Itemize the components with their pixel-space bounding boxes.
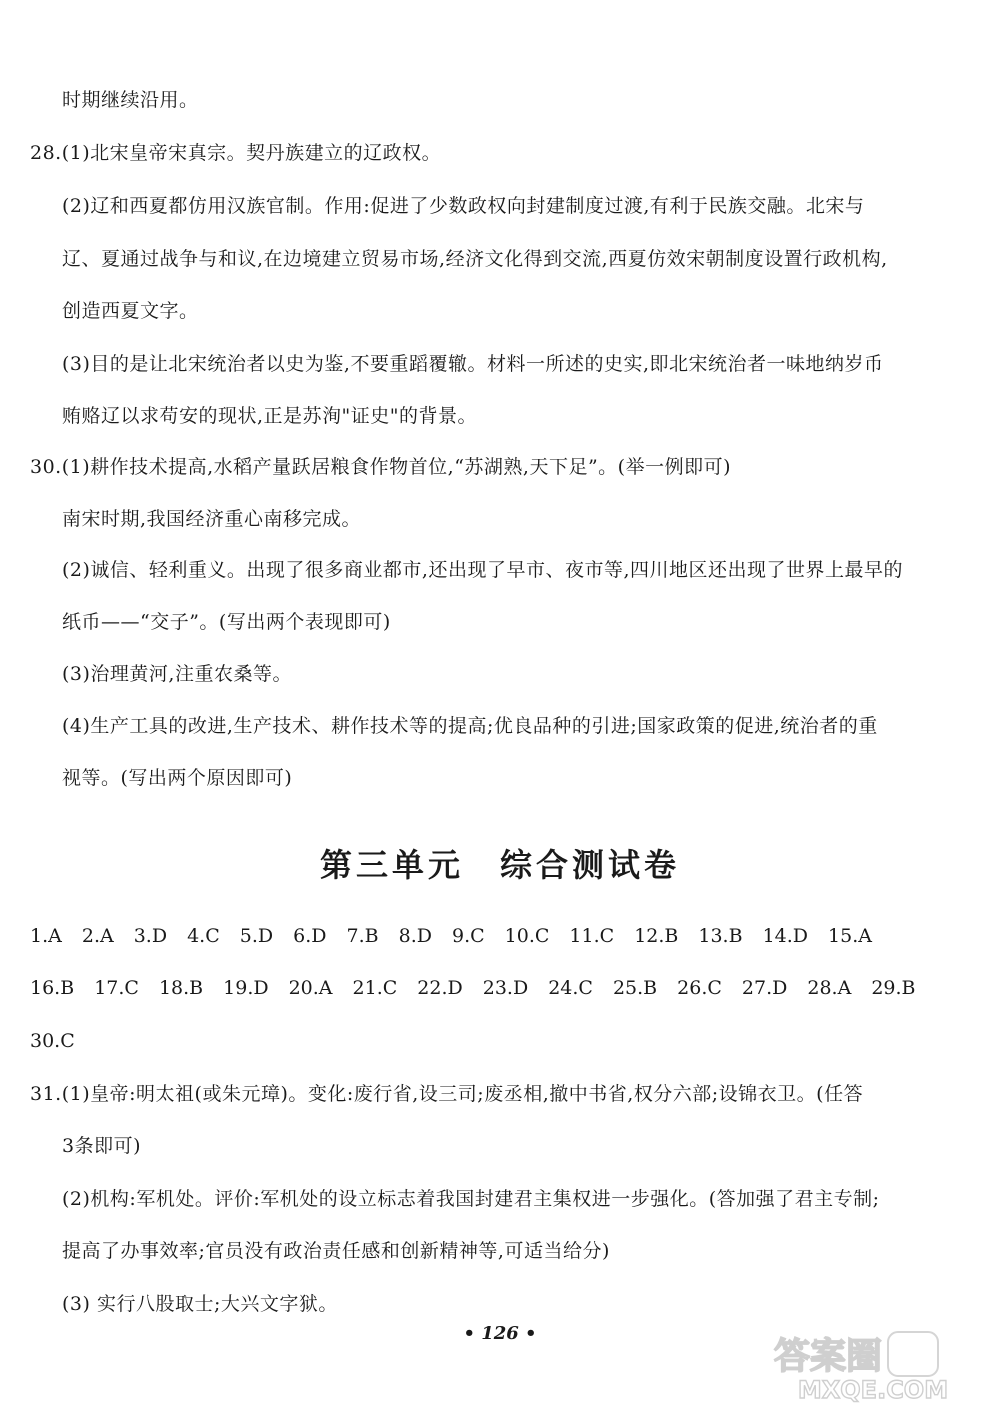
answer-item: 12.B [634,925,679,947]
answer-item: 25.B [612,977,658,999]
answer-item: 23.D [482,977,529,999]
line-4: 辽、夏通过战争与和议,在边境建立贸易市场,经济文化得到交流,西夏仿效宋朝制度设置行政机构, [62,248,888,270]
answer-item: 24.C [548,977,593,999]
line-5: 创造西夏文字。 [62,300,199,322]
line-31-3: (2)机构:军机处。评价:军机处的设立标志着我国封建君主集权进一步强化。(答加强了君主专制; [62,1188,880,1210]
line-12: (3)治理黄河,注重农桑等。 [62,663,292,685]
line-31-4: 提高了办事效率;官员没有政治责任感和创新精神等,可适当给分) [62,1240,610,1262]
watermark-logo [768,1330,978,1404]
page-number: • 126 • [463,1323,537,1344]
answer-item: 13.B [698,925,743,947]
answer-item: 28.A [807,977,852,999]
answer-item: 27.D [741,977,788,999]
section-title: 第三单元 综合测试卷 [319,846,680,884]
watermark-icon [768,1330,978,1404]
answer-item: 1.A [30,925,62,947]
answer-item: 11.C [569,925,615,947]
line-6: (3)目的是让北宋统治者以史为鉴,不要重蹈覆辙。材料一所述的史实,即北宋统治者一味地纳岁币 [62,353,884,375]
watermark-top-text: 答案圈 [773,1336,883,1377]
line-8: 30.(1)耕作技术提高,水稻产量跃居粮食作物首位,“苏湖熟,天下足”。(举一例即可) [30,456,732,478]
line-14: 视等。(写出两个原因即可) [62,767,293,789]
answers-row-2 [30,975,936,1001]
answer-item: 16.B [30,977,75,999]
answer-item: 29.B [871,977,916,999]
line-10: (2)诚信、轻利重义。出现了很多商业都市,还出现了早市、夜市等,四川地区还出现了世界上最早的 [62,559,903,581]
line-31-2: 3条即可) [62,1135,142,1157]
answer-item: 26.C [677,977,722,999]
answer-item: 21.C [352,977,398,999]
answer-item: 10.C [504,925,550,947]
line-3: (2)辽和西夏都仿用汉族官制。作用:促进了少数政权向封建制度过渡,有利于民族交融。北宋与 [62,195,865,217]
answer-item: 14.D [762,925,809,947]
watermark-bottom-text: MXQE.COM [797,1376,949,1404]
answer-item: 20.A [288,977,333,999]
answer-item: 17.C [94,977,139,999]
answers-row-1 [30,923,892,949]
answer-item: 2.A [81,925,114,947]
answer-item: 30.C [30,1030,75,1052]
answer-item: 9.C [451,925,485,947]
answer-item: 22.D [417,977,463,999]
line-13: (4)生产工具的改进,生产技术、耕作技术等的提高;优良品种的引进;国家政策的促进,统治者的重 [62,715,878,737]
answer-item: 5.D [239,925,274,947]
line-2: 28.(1)北宋皇帝宋真宗。契丹族建立的辽政权。 [30,142,442,164]
answer-item: 15.A [828,925,872,947]
answer-item: 8.D [398,925,432,947]
answer-item: 18.B [158,977,204,999]
line-1: 时期继续沿用。 [62,89,199,111]
line-31-1: 31.(1)皇帝:明太祖(或朱元璋)。变化:废行省,设三司;废丞相,撤中书省,权分六部;设锦衣卫。(任答 [30,1083,864,1105]
answer-item: 3.D [133,925,168,947]
line-11: 纸币——“交子”。(写出两个表现即可) [62,611,391,633]
line-9: 南宋时期,我国经济重心南移完成。 [62,508,362,530]
answers-row-3 [30,1028,95,1054]
line-31-5: (3) 实行八股取士;大兴文字狱。 [62,1293,338,1315]
answer-item: 4.C [187,925,220,947]
answer-item: 7.B [346,925,379,947]
answer-item: 19.D [223,977,269,999]
line-7: 贿赂辽以求苟安的现状,正是苏洵"证史"的背景。 [62,405,478,427]
answer-item: 6.D [293,925,327,947]
